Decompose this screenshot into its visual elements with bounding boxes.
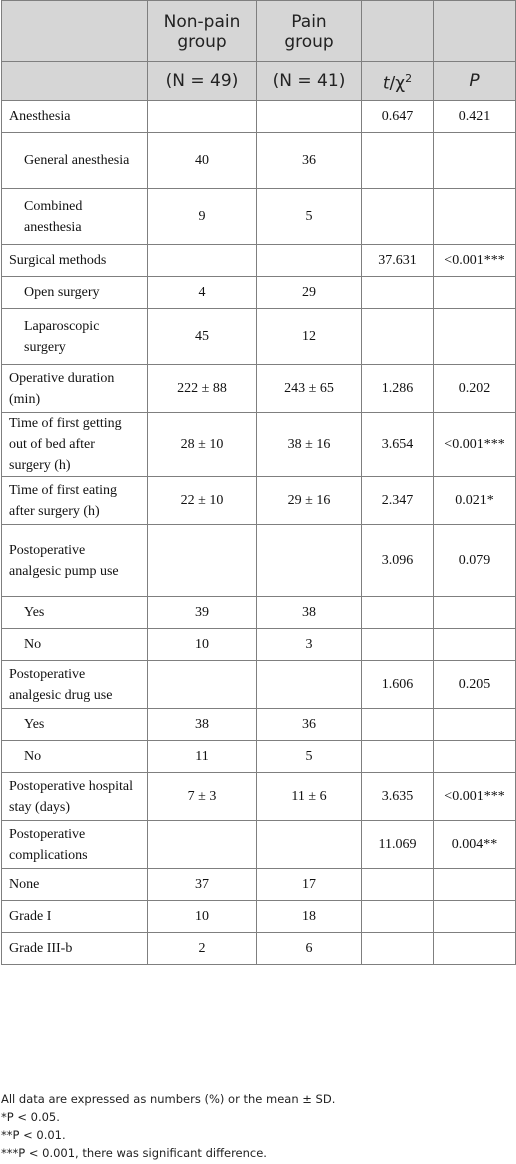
pain-value-cell: 243 ± 65 (257, 365, 362, 413)
pain-value-cell: 38 (257, 597, 362, 629)
header-row-groups (2, 1, 516, 62)
header-non-pain-group: Non-pain group (148, 1, 257, 62)
header-pain-group: Pain group (257, 1, 362, 62)
stat-value-cell (362, 741, 434, 773)
p-value-cell: 0.021* (434, 477, 516, 525)
non-pain-value-cell (148, 245, 257, 277)
header-pain-n: (N = 41) (257, 62, 362, 101)
non-pain-value-cell: 10 (148, 629, 257, 661)
header-row-n (2, 62, 516, 101)
pain-value-cell: 29 (257, 277, 362, 309)
p-value-cell: <0.001*** (434, 245, 516, 277)
table-row (2, 133, 516, 189)
stat-value-cell: 1.606 (362, 661, 434, 709)
footnote: ***P < 0.001, there was significant difference. (1, 1146, 267, 1160)
stat-value-cell: 11.069 (362, 821, 434, 869)
row-label-cell: Time of first getting out of bed after surgery (h) (2, 413, 148, 477)
row-label-cell: Laparoscopic surgery (2, 309, 148, 365)
non-pain-value-cell (148, 821, 257, 869)
stat-value-cell (362, 277, 434, 309)
p-value-cell: 0.079 (434, 525, 516, 597)
table-row (2, 525, 516, 597)
p-value-cell (434, 901, 516, 933)
table-row (2, 597, 516, 629)
row-label-cell: Grade I (2, 901, 148, 933)
table-row (2, 101, 516, 133)
pain-value-cell: 11 ± 6 (257, 773, 362, 821)
row-label-cell: Grade III-b (2, 933, 148, 965)
row-label-cell: Operative duration (min) (2, 365, 148, 413)
pain-value-cell: 38 ± 16 (257, 413, 362, 477)
pain-value-cell: 18 (257, 901, 362, 933)
pain-value-cell: 6 (257, 933, 362, 965)
table-row (2, 413, 516, 477)
row-label-cell: Postoperative analgesic pump use (2, 525, 148, 597)
stat-value-cell: 0.647 (362, 101, 434, 133)
row-label-cell: Combined anesthesia (2, 189, 148, 245)
table-row (2, 869, 516, 901)
data-table (1, 0, 516, 965)
pain-value-cell (257, 661, 362, 709)
table-row (2, 245, 516, 277)
stat-value-cell (362, 709, 434, 741)
non-pain-value-cell (148, 661, 257, 709)
non-pain-value-cell: 28 ± 10 (148, 413, 257, 477)
row-label-cell: Postoperative analgesic drug use (2, 661, 148, 709)
non-pain-value-cell: 39 (148, 597, 257, 629)
table-row (2, 277, 516, 309)
non-pain-value-cell: 22 ± 10 (148, 477, 257, 525)
row-label-cell: Postoperative hospital stay (days) (2, 773, 148, 821)
header-stat-label: $t/\chi^2$ (362, 62, 434, 101)
p-value-cell: 0.004** (434, 821, 516, 869)
p-value-cell (434, 869, 516, 901)
footnote: *P < 0.05. (1, 1110, 60, 1124)
table-footnotes (1, 1090, 515, 1162)
pain-value-cell: 12 (257, 309, 362, 365)
non-pain-value-cell (148, 101, 257, 133)
stat-value-cell (362, 629, 434, 661)
header-empty-cell (434, 1, 516, 62)
non-pain-value-cell: 2 (148, 933, 257, 965)
table-row (2, 741, 516, 773)
table-row (2, 309, 516, 365)
stat-value-cell: 3.654 (362, 413, 434, 477)
row-label-cell: None (2, 869, 148, 901)
p-value-cell: 0.205 (434, 661, 516, 709)
p-value-cell (434, 709, 516, 741)
table-body (2, 101, 516, 965)
row-label-cell: Surgical methods (2, 245, 148, 277)
p-value-cell (434, 597, 516, 629)
header-empty-cell (362, 1, 434, 62)
p-value-cell: 0.421 (434, 101, 516, 133)
footnote: **P < 0.01. (1, 1128, 66, 1142)
row-label-cell: Yes (2, 597, 148, 629)
stat-value-cell: 37.631 (362, 245, 434, 277)
pain-value-cell: 5 (257, 189, 362, 245)
table-row (2, 773, 516, 821)
row-label-cell: General anesthesia (2, 133, 148, 189)
table-row (2, 189, 516, 245)
non-pain-value-cell: 37 (148, 869, 257, 901)
stat-value-cell (362, 901, 434, 933)
row-label-cell: Time of first eating after surgery (h) (2, 477, 148, 525)
stat-value-cell (362, 133, 434, 189)
pain-value-cell (257, 821, 362, 869)
row-label-cell: No (2, 741, 148, 773)
stat-value-cell: 1.286 (362, 365, 434, 413)
non-pain-value-cell: 40 (148, 133, 257, 189)
pain-value-cell: 36 (257, 133, 362, 189)
non-pain-value-cell: 38 (148, 709, 257, 741)
row-label-cell: Anesthesia (2, 101, 148, 133)
pain-value-cell (257, 245, 362, 277)
non-pain-value-cell: 45 (148, 309, 257, 365)
table-row (2, 901, 516, 933)
p-value-cell (434, 741, 516, 773)
footnote: All data are expressed as numbers (%) or the mean ± SD. (1, 1092, 336, 1106)
header-non-pain-n: (N = 49) (148, 62, 257, 101)
p-value-cell: <0.001*** (434, 773, 516, 821)
stat-value-cell: 3.096 (362, 525, 434, 597)
p-value-cell: 0.202 (434, 365, 516, 413)
stat-value-cell: 2.347 (362, 477, 434, 525)
stat-value-cell (362, 189, 434, 245)
pain-value-cell: 3 (257, 629, 362, 661)
p-value-cell (434, 629, 516, 661)
pain-value-cell: 36 (257, 709, 362, 741)
table-row (2, 661, 516, 709)
table-row (2, 629, 516, 661)
table-row (2, 709, 516, 741)
table-row (2, 477, 516, 525)
pain-value-cell (257, 101, 362, 133)
header-empty-cell (2, 62, 148, 101)
p-value-cell: <0.001*** (434, 413, 516, 477)
pain-value-cell: 29 ± 16 (257, 477, 362, 525)
row-label-cell: Postoperative complications (2, 821, 148, 869)
row-label-cell: Open surgery (2, 277, 148, 309)
non-pain-value-cell: 11 (148, 741, 257, 773)
table-row (2, 821, 516, 869)
pain-value-cell (257, 525, 362, 597)
row-label-cell: No (2, 629, 148, 661)
stat-value-cell (362, 309, 434, 365)
table-row (2, 933, 516, 965)
non-pain-value-cell: 7 ± 3 (148, 773, 257, 821)
stat-value-cell: 3.635 (362, 773, 434, 821)
header-p-label: P (434, 62, 516, 101)
p-value-cell (434, 277, 516, 309)
non-pain-value-cell: 222 ± 88 (148, 365, 257, 413)
p-value-cell (434, 189, 516, 245)
row-label-cell: Yes (2, 709, 148, 741)
stat-value-cell (362, 869, 434, 901)
pain-value-cell: 17 (257, 869, 362, 901)
non-pain-value-cell: 10 (148, 901, 257, 933)
table-row (2, 365, 516, 413)
p-value-cell (434, 309, 516, 365)
table-header (2, 1, 516, 101)
non-pain-value-cell (148, 525, 257, 597)
p-value-cell (434, 133, 516, 189)
pain-value-cell: 5 (257, 741, 362, 773)
non-pain-value-cell: 9 (148, 189, 257, 245)
header-empty-cell (2, 1, 148, 62)
stat-value-cell (362, 933, 434, 965)
non-pain-value-cell: 4 (148, 277, 257, 309)
stat-value-cell (362, 597, 434, 629)
p-value-cell (434, 933, 516, 965)
